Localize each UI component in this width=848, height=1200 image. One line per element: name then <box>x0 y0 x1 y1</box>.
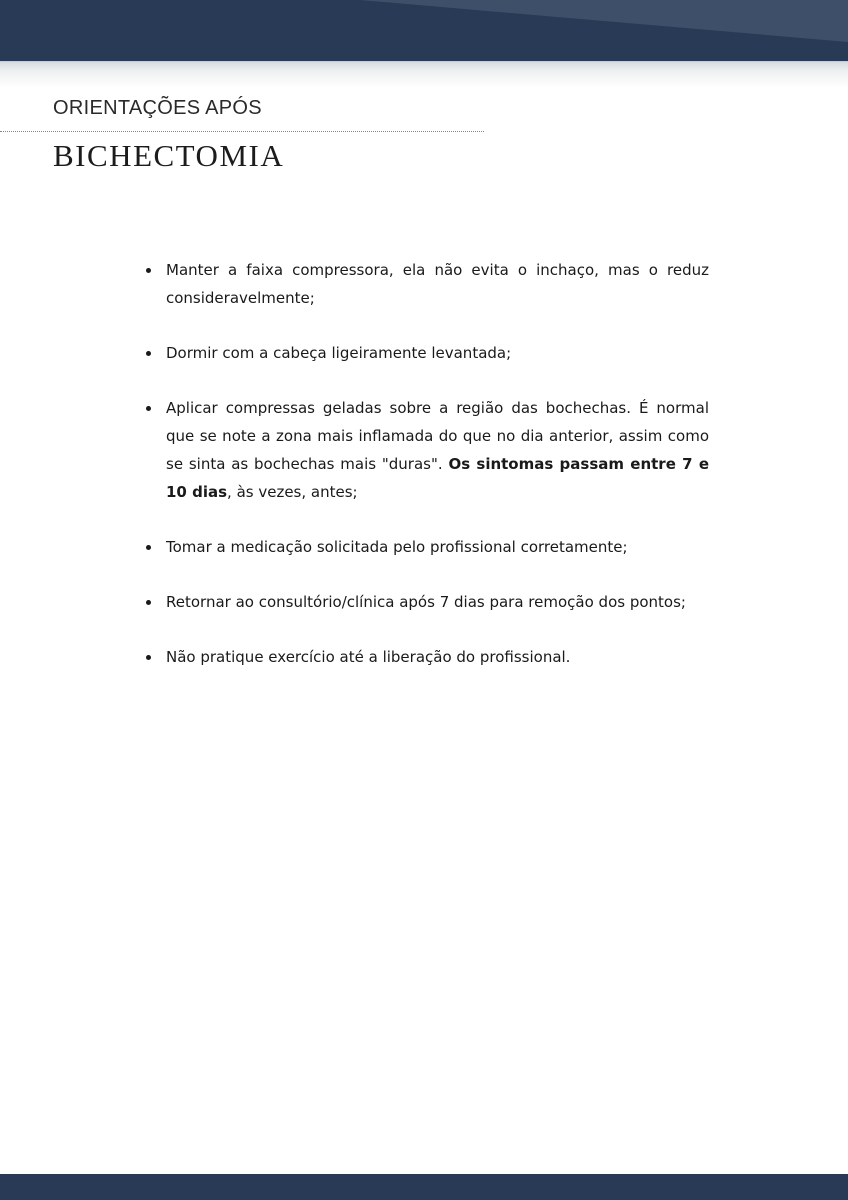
list-item <box>140 588 709 616</box>
header-shadow <box>0 62 848 88</box>
instruction-text-continued: , às vezes, antes; <box>227 483 358 501</box>
instruction-list <box>140 256 709 698</box>
instruction-text: Aplicar compressas geladas sobre a região das bochechas. É normal que se note a zona mais inflamada do que no dia anterior, assim como se sinta as bochechas mais "duras". <box>166 399 709 473</box>
header-band <box>0 0 848 62</box>
bullet-icon <box>146 268 151 273</box>
title-divider <box>0 131 484 132</box>
document-title: BICHECTOMIA <box>53 138 285 173</box>
list-item <box>140 394 709 506</box>
instruction-text: Retornar ao consultório/clínica após 7 dias para remoção dos pontos; <box>166 593 686 611</box>
bullet-icon <box>146 406 151 411</box>
instruction-text: Tomar a medicação solicitada pelo profissional corretamente; <box>166 538 628 556</box>
instruction-text: Manter a faixa compressora, ela não evita o inchaço, mas o reduz consideravelmente; <box>166 261 709 307</box>
footer-band <box>0 1174 848 1200</box>
list-item <box>140 339 709 367</box>
header-band-graphic <box>0 0 848 62</box>
bullet-icon <box>146 600 151 605</box>
bullet-icon <box>146 655 151 660</box>
bullet-icon <box>146 351 151 356</box>
list-item <box>140 643 709 671</box>
instruction-emphasis: Os sintomas passam entre 7 e 10 dias <box>166 455 710 501</box>
document-subtitle: ORIENTAÇÕES APÓS <box>53 97 262 119</box>
list-item <box>140 533 709 561</box>
bullet-icon <box>146 545 151 550</box>
instruction-text: Não pratique exercício até a liberação do profissional. <box>166 648 571 666</box>
list-item <box>140 256 709 312</box>
instruction-text: Dormir com a cabeça ligeiramente levantada; <box>166 344 512 362</box>
